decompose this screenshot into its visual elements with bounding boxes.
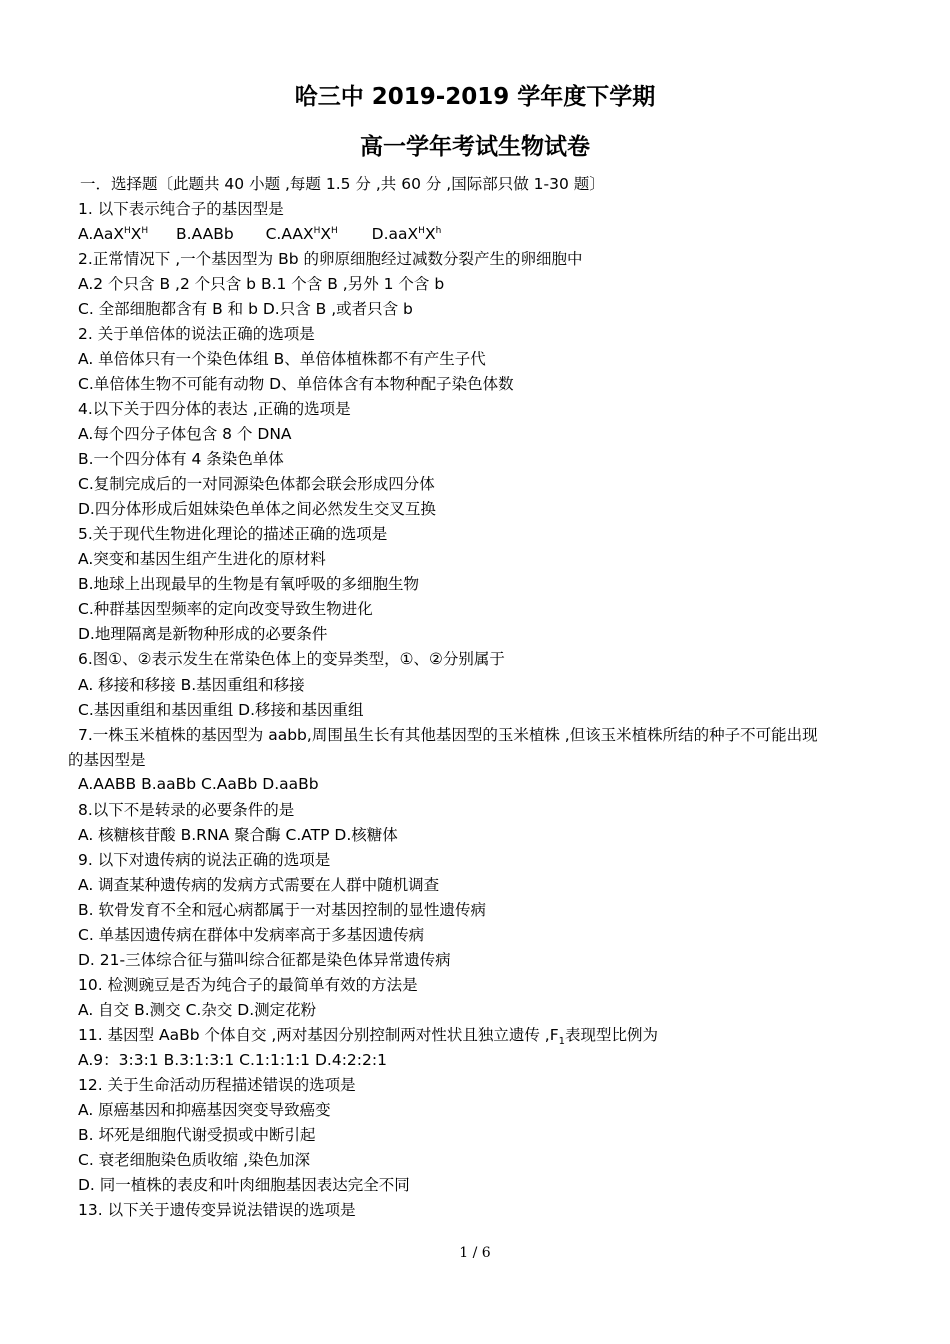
option-line: A.9：3:3:1 B.3:1:3:1 C.1:1:1:1 D.4:2:2:1 bbox=[78, 1051, 387, 1069]
question-line: 7.一株玉米植株的基因型为 aabb,周围虽生长有其他基因型的玉米植株 ,但该玉米植株所结的种子不可能出现 bbox=[78, 726, 818, 744]
option-line: B.一个四分体有 4 条染色单体 bbox=[78, 450, 284, 468]
question-line: 4.以下关于四分体的表达 ,正确的选项是 bbox=[78, 400, 351, 418]
option-line: A. 核糖核苷酸 B.RNA 聚合酶 C.ATP D.核糖体 bbox=[78, 826, 398, 844]
option-line: D. 同一植株的表皮和叶肉细胞基因表达完全不同 bbox=[78, 1176, 410, 1194]
exam-title: 哈三中 2019-2019 学年度下学期 bbox=[294, 84, 656, 110]
question-line: 12. 关于生命活动历程描述错误的选项是 bbox=[78, 1076, 356, 1094]
q1-option-a: $A.AaX^HX^H$ bbox=[78, 225, 149, 243]
option-line: A. 移接和移接 B.基因重组和移接 bbox=[78, 676, 305, 694]
question-line-continued: 的基因型是 bbox=[68, 751, 146, 769]
option-line: B. 坏死是细胞代谢受损或中断引起 bbox=[78, 1126, 316, 1144]
option-line: A.突变和基因生组产生进化的原材料 bbox=[78, 550, 326, 568]
option-line: C. 单基因遗传病在群体中发病率高于多基因遗传病 bbox=[78, 926, 425, 944]
page-number: 1 / 6 bbox=[459, 1245, 491, 1261]
question-11: 11. 基因型 AaBb 个体自交 ,两对基因分别控制两对性状且独立遗传 $,F_1$表现型比例为 bbox=[78, 1026, 659, 1048]
option-line: C.单倍体生物不可能有动物 D、单倍体含有本物种配子染色体数 bbox=[78, 375, 514, 393]
option-line: A.每个四分子体包含 8 个 DNA bbox=[78, 425, 292, 443]
option-line: C.复制完成后的一对同源染色体都会联会形成四分体 bbox=[78, 475, 435, 493]
option-line: C. 全部细胞都含有 B 和 b D.只含 B ,或者只含 b bbox=[78, 300, 413, 318]
option-line: A. 调查某种遗传病的发病方式需要在人群中随机调查 bbox=[78, 876, 440, 894]
question-line: 1. 以下表示纯合子的基因型是 bbox=[78, 200, 284, 218]
option-line: A.2 个只含 B ,2 个只含 b B.1 个含 B ,另外 1 个含 b bbox=[78, 275, 445, 293]
option-line: A. 自交 B.测交 C.杂交 D.测定花粉 bbox=[78, 1001, 317, 1019]
q1-option-d: $D.aaX^HX^h$ bbox=[371, 225, 442, 243]
option-line: D.四分体形成后姐妹染色单体之间必然发生交叉互换 bbox=[78, 500, 436, 518]
exam-subtitle: 高一学年考试生物试卷 bbox=[360, 134, 590, 160]
option-line: A. 单倍体只有一个染色体组 B、单倍体植株都不有产生子代 bbox=[78, 350, 486, 368]
option-line: C. 衰老细胞染色质收缩 ,染色加深 bbox=[78, 1151, 311, 1169]
option-line: B.地球上出现最早的生物是有氧呼吸的多细胞生物 bbox=[78, 575, 420, 593]
question-line: 9. 以下对遗传病的说法正确的选项是 bbox=[78, 851, 331, 869]
q1-option-b: B.AABb bbox=[176, 225, 234, 243]
section-heading: 一．选择题〔此题共 40 小题 ,每题 1.5 分 ,共 60 分 ,国际部只做 1-30 题〕 bbox=[80, 175, 605, 193]
option-line: A. 原癌基因和抑癌基因突变导致癌变 bbox=[78, 1101, 331, 1119]
question-line: 10. 检测豌豆是否为纯合子的最简单有效的方法是 bbox=[78, 976, 418, 994]
question-line: 13. 以下关于遗传变异说法错误的选项是 bbox=[78, 1201, 356, 1219]
option-line: D.地理隔离是新物种形成的必要条件 bbox=[78, 625, 328, 643]
question-line: 6.图①、②表示发生在常染色体上的变异类型，①、②分别属于 bbox=[78, 650, 505, 668]
question-line: 8.以下不是转录的必要条件的是 bbox=[78, 801, 295, 819]
question-line: 5.关于现代生物进化理论的描述正确的选项是 bbox=[78, 525, 388, 543]
option-line: C.种群基因型频率的定向改变导致生物进化 bbox=[78, 600, 373, 618]
question-line: 2.正常情况下 ,一个基因型为 Bb 的卵原细胞经过减数分裂产生的卵细胞中 bbox=[78, 250, 583, 268]
option-line: D. 21-三体综合征与猫叫综合征都是染色体异常遗传病 bbox=[78, 951, 451, 969]
q1-option-c: $C.AAX^HX^H$ bbox=[265, 225, 338, 243]
option-line: C.基因重组和基因重组 D.移接和基因重组 bbox=[78, 701, 364, 719]
option-line: B. 软骨发育不全和冠心病都属于一对基因控制的显性遗传病 bbox=[78, 901, 486, 919]
option-line: A.AABB B.aaBb C.AaBb D.aaBb bbox=[78, 775, 319, 793]
q1-options bbox=[78, 224, 441, 244]
question-line: 2. 关于单倍体的说法正确的选项是 bbox=[78, 325, 315, 343]
